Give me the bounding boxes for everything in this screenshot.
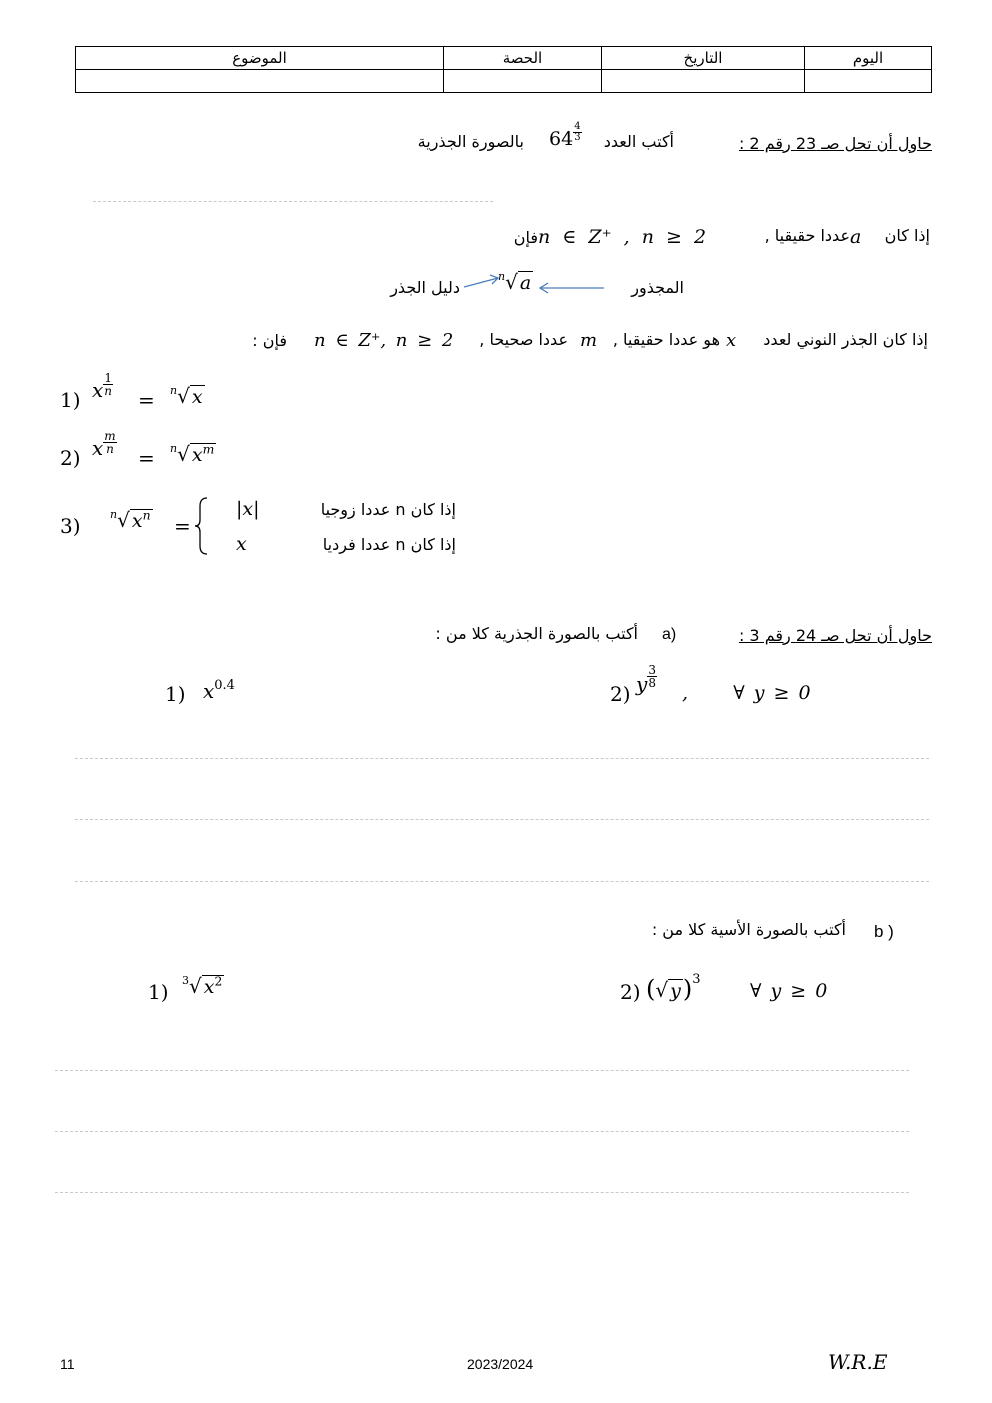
rule2-number: 2) <box>60 446 81 470</box>
rule2-rhs: $^n$√ $x^m$ <box>170 442 215 466</box>
exercise2-part-a: a) <box>662 626 677 643</box>
a2-condition: , ∀ y ≥ 0 <box>682 682 811 704</box>
rule3-abs-x: |x| <box>236 498 260 520</box>
rule1-equals: = <box>138 388 155 412</box>
b2-condition: ∀ y ≥ 0 <box>750 980 828 1002</box>
rule3-plain-x: x <box>236 533 247 555</box>
rule-intro-text2: هو عددا حقيقيا , <box>612 330 720 349</box>
exercise1-number: 64 <box>549 128 574 150</box>
school-year: 2023/2024 <box>467 1356 534 1372</box>
header-table <box>75 46 932 93</box>
exercise2-text-b: أكتب بالصورة الأسية كلا من : <box>651 920 846 939</box>
b1-number: 1) <box>148 980 169 1004</box>
rule3-equals: = <box>174 514 191 538</box>
header-topic: الموضوع <box>76 47 444 70</box>
definition-cond: n ∈ Z⁺ , n ≥ 2 <box>538 226 707 248</box>
rule1-number: 1) <box>60 388 81 412</box>
root-symbol: $^n$√ a <box>498 270 532 294</box>
answer-line <box>75 819 929 820</box>
header-cell <box>805 70 932 93</box>
arrow-to-radicand-icon <box>536 280 608 296</box>
index-label: دليل الجذر <box>390 278 460 297</box>
arrow-to-index-icon <box>462 272 502 292</box>
answer-line <box>55 1131 909 1132</box>
rule2-lhs: x $\frac{m}{n}$ <box>92 429 116 460</box>
definition-var: a <box>850 226 862 248</box>
rule3-lhs: $^n$√ $x^n$ <box>110 508 151 532</box>
exercise2-label: حاول أن تحل صـ 24 رقم 3 : <box>738 626 932 645</box>
answer-line <box>75 758 929 759</box>
a2-expression: y $\frac{3}{8}$ <box>636 663 656 696</box>
rule-intro-then: فإن : <box>252 331 287 350</box>
rule-intro-m: m <box>580 330 598 351</box>
header-cell <box>444 70 602 93</box>
root-index: n <box>498 270 506 283</box>
answer-line <box>55 1192 909 1193</box>
b2-expression: (√ y)$^3$ <box>646 972 701 1003</box>
answer-line <box>93 201 493 202</box>
rule3-odd: إذا كان n عددا فرديا <box>322 535 456 554</box>
rule-intro-x: x <box>726 330 737 351</box>
exercise1-text: أكتب العدد <box>603 132 674 151</box>
root-radicand: a <box>519 272 532 294</box>
rule2-equals: = <box>138 446 155 470</box>
rule1-lhs: x $\frac{1}{n}$ <box>92 371 113 402</box>
rule3-number: 3) <box>60 514 81 538</box>
a1-exponent: 0.4 <box>214 678 235 693</box>
rule3-even: إذا كان n عددا زوجيا <box>320 500 456 519</box>
header-cell <box>602 70 805 93</box>
answer-line <box>55 1070 909 1071</box>
rule1-rhs: $^n$√ x <box>170 384 203 408</box>
radicand-label: المجذور <box>631 278 684 297</box>
answer-line <box>75 881 929 882</box>
exercise2-text-a: أكتب بالصورة الجذرية كلا من : <box>435 624 638 643</box>
exercise1-exponent: $\frac{4}{3}$ <box>574 121 581 143</box>
header-date: التاريخ <box>602 47 805 70</box>
rule-intro-cond: n ∈ Z⁺, n ≥ 2 <box>314 330 454 351</box>
rule-intro-text3: عددا صحيحا , <box>479 330 568 349</box>
definition-then: فإن <box>513 228 538 247</box>
rule-intro-text1: إذا كان الجذر النوني لعدد <box>763 330 928 349</box>
header-session: الحصة <box>444 47 602 70</box>
exercise1-power <box>549 121 582 150</box>
header-cell <box>76 70 444 93</box>
a2-number: 2) <box>610 682 631 706</box>
a1-number: 1) <box>165 682 186 706</box>
exercise2-part-b: b ) <box>874 922 894 941</box>
page-number: 11 <box>60 1356 75 1372</box>
header-day: اليوم <box>805 47 932 70</box>
exercise1-tail: بالصورة الجذرية <box>417 132 524 151</box>
b1-expression: $^3$√ $x^2$ <box>182 974 223 998</box>
brace-icon <box>194 496 210 556</box>
author-initials: W.R.E <box>828 1350 888 1374</box>
definition-prefix: إذا كان <box>884 226 930 245</box>
exercise1-label: حاول أن تحل صـ 23 رقم 2 : <box>738 134 932 153</box>
b2-number: 2) <box>620 980 641 1004</box>
a1-expression: $x^{0.4}$ <box>203 678 235 703</box>
definition-text: عددا حقيقيا , <box>764 226 850 245</box>
